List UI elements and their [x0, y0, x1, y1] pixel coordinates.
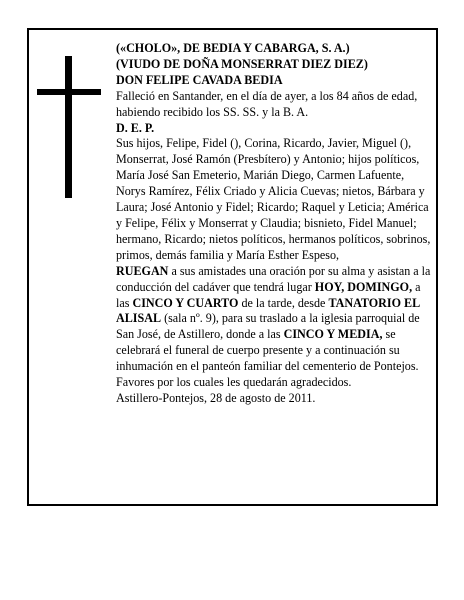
ruegan-text: RUEGAN	[116, 263, 169, 278]
request-text-2: a las	[116, 279, 421, 310]
heading-line-2: (VIUDO DE DOÑA MONSERRAT DIEZ DIEZ)	[116, 56, 368, 71]
cross-horizontal-bar	[37, 89, 101, 95]
request-text-3: de la tarde, desde	[238, 295, 329, 310]
time-1-text: CINCO Y CUARTO	[132, 295, 239, 310]
request-text-5: se celebrará el funeral de cuerpo presente y a continuación su inhumación en el panteón familiar del cementerio de Pontejos. Favores por los cuales les quedarán agradecidos.	[116, 327, 419, 390]
rip-text: D. E. P.	[116, 120, 155, 135]
obituary-notice-frame	[27, 28, 438, 506]
cross-vertical-bar	[65, 56, 72, 198]
time-2-text: CINCO Y MEDIA,	[283, 327, 383, 342]
notice-text-block	[116, 41, 434, 407]
day-text: HOY, DOMINGO,	[314, 279, 413, 294]
cross-icon	[37, 56, 101, 198]
death-text: Falleció en Santander, en el día de ayer, a los 84 años de edad, habiendo recibido los SS. SS. y la B. A.	[116, 88, 418, 119]
request-text-4: (sala nº. 9), para su traslado a la iglesia parroquial de San José, de Astillero, donde a las	[116, 311, 420, 342]
request-paragraph	[116, 264, 434, 391]
family-text: Sus hijos, Felipe, Fidel (), Corina, Ricardo, Javier, Miguel (), Monserrat, José Ramón (Presbítero) y Antonio; hijos políticos, María José San Emeterio, Marián Diego, Carmen Lafuente, Norys Ramírez, Félix Criado y Alicia Cuevas; nietos, Bárbara y Laura; José Antonio y Fidel; Ricardo; Raquel y Leticia; América y Felipe, Félix y Monserrat y Claudia; bisnieto, Fidel Manuel; hermano, Ricardo; nietos políticos, hermanos políticos, sobrinos, primos, demás familia y María Esther Espeso,	[116, 136, 431, 262]
place-date: Astillero-Pontejos, 28 de agosto de 2011.	[116, 390, 316, 405]
heading-line-1: («CHOLO», DE BEDIA Y CABARGA, S. A.)	[116, 41, 350, 55]
venue-text: TANATORIO EL ALISAL	[116, 295, 420, 326]
request-text-1: a sus amistades una oración por su alma y asistan a la conducción del cadáver que tendrá lugar	[116, 263, 431, 294]
deceased-name: DON FELIPE CAVADA BEDIA	[116, 72, 283, 87]
